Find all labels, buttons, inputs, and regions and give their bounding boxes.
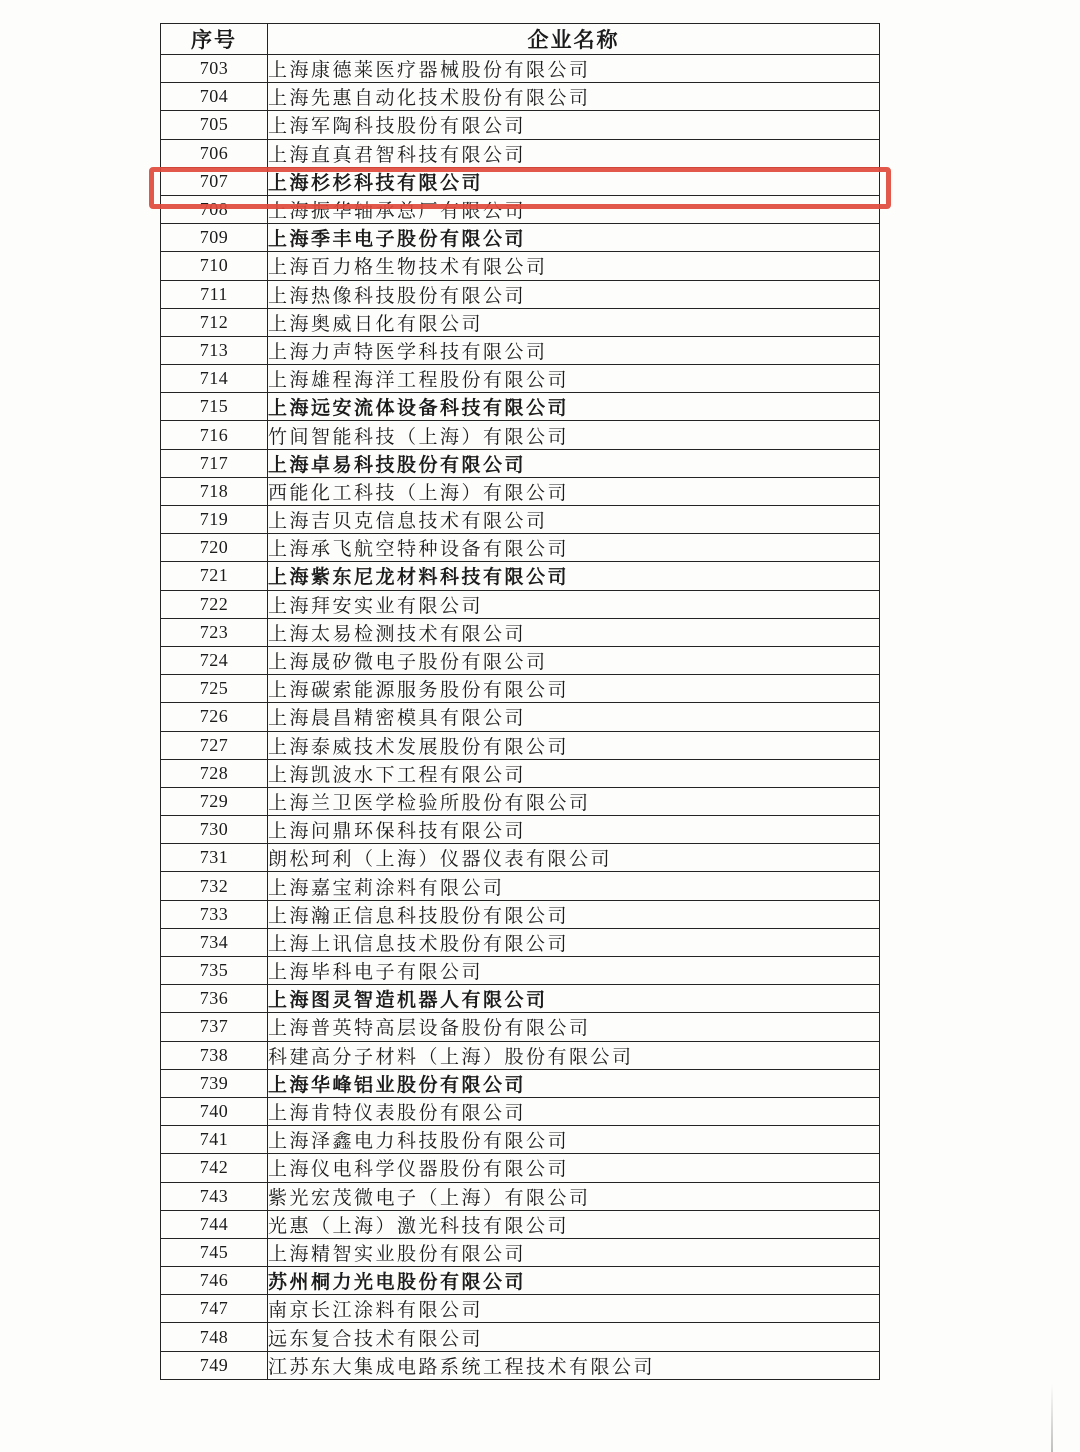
table-row	[161, 506, 880, 534]
serial-number-cell: 740	[161, 1097, 268, 1125]
company-name-cell: 上海上讯信息技术股份有限公司	[268, 928, 880, 956]
table-row	[161, 336, 880, 364]
table-row	[161, 957, 880, 985]
table-row	[161, 562, 880, 590]
table-row	[161, 590, 880, 618]
table-row	[161, 844, 880, 872]
table-row	[161, 646, 880, 674]
serial-number-cell: 724	[161, 646, 268, 674]
company-name-cell: 上海嘉宝莉涂料有限公司	[268, 872, 880, 900]
company-name-cell: 上海泽鑫电力科技股份有限公司	[268, 1126, 880, 1154]
serial-number-cell: 737	[161, 1013, 268, 1041]
serial-number-cell: 746	[161, 1267, 268, 1295]
table-header	[161, 24, 880, 55]
table-row	[161, 1154, 880, 1182]
company-name-cell: 科建高分子材料（上海）股份有限公司	[268, 1041, 880, 1069]
serial-number-cell: 721	[161, 562, 268, 590]
company-name-cell: 上海晨昌精密模具有限公司	[268, 703, 880, 731]
serial-number-cell: 709	[161, 224, 268, 252]
company-name-cell: 上海吉贝克信息技术有限公司	[268, 506, 880, 534]
table-row	[161, 731, 880, 759]
company-name-cell: 上海兰卫医学检验所股份有限公司	[268, 787, 880, 815]
company-name-cell: 上海康德莱医疗器械股份有限公司	[268, 55, 880, 83]
company-name-cell: 南京长江涂料有限公司	[268, 1295, 880, 1323]
serial-number-cell: 714	[161, 365, 268, 393]
company-name-cell: 上海卓易科技股份有限公司	[268, 449, 880, 477]
serial-number-cell: 711	[161, 280, 268, 308]
table-row	[161, 83, 880, 111]
table-row	[161, 280, 880, 308]
serial-number-cell: 734	[161, 928, 268, 956]
serial-number-cell: 723	[161, 618, 268, 646]
table-row	[161, 1351, 880, 1379]
serial-number-cell: 725	[161, 675, 268, 703]
table-row	[161, 1013, 880, 1041]
header-serial-number: 序号	[161, 24, 268, 55]
serial-number-cell: 713	[161, 336, 268, 364]
serial-number-cell: 707	[161, 167, 268, 195]
serial-number-cell: 708	[161, 195, 268, 223]
serial-number-cell: 726	[161, 703, 268, 731]
company-name-cell: 上海碳索能源服务股份有限公司	[268, 675, 880, 703]
company-name-cell: 上海泰威技术发展股份有限公司	[268, 731, 880, 759]
company-table	[160, 23, 880, 1380]
company-name-cell: 上海晟矽微电子股份有限公司	[268, 646, 880, 674]
company-name-cell: 西能化工科技（上海）有限公司	[268, 477, 880, 505]
table-row	[161, 816, 880, 844]
company-name-cell: 上海仪电科学仪器股份有限公司	[268, 1154, 880, 1182]
serial-number-cell: 743	[161, 1182, 268, 1210]
table-row	[161, 534, 880, 562]
serial-number-cell: 710	[161, 252, 268, 280]
table-row	[161, 167, 880, 195]
table-row	[161, 477, 880, 505]
serial-number-cell: 733	[161, 900, 268, 928]
serial-number-cell: 741	[161, 1126, 268, 1154]
company-name-cell: 上海奥威日化有限公司	[268, 308, 880, 336]
table-row	[161, 703, 880, 731]
table-row	[161, 224, 880, 252]
serial-number-cell: 745	[161, 1238, 268, 1266]
company-name-cell: 上海华峰铝业股份有限公司	[268, 1069, 880, 1097]
company-name-cell: 紫光宏茂微电子（上海）有限公司	[268, 1182, 880, 1210]
company-name-cell: 远东复合技术有限公司	[268, 1323, 880, 1351]
scan-artifact-line	[1051, 1384, 1053, 1452]
serial-number-cell: 717	[161, 449, 268, 477]
serial-number-cell: 738	[161, 1041, 268, 1069]
table-row	[161, 872, 880, 900]
serial-number-cell: 705	[161, 111, 268, 139]
table-row	[161, 1323, 880, 1351]
serial-number-cell: 739	[161, 1069, 268, 1097]
serial-number-cell: 747	[161, 1295, 268, 1323]
serial-number-cell: 720	[161, 534, 268, 562]
serial-number-cell: 730	[161, 816, 268, 844]
table-row	[161, 1267, 880, 1295]
company-name-cell: 江苏东大集成电路系统工程技术有限公司	[268, 1351, 880, 1379]
company-name-cell: 上海百力格生物技术有限公司	[268, 252, 880, 280]
company-name-cell: 上海承飞航空特种设备有限公司	[268, 534, 880, 562]
company-name-cell: 上海紫东尼龙材料科技有限公司	[268, 562, 880, 590]
serial-number-cell: 729	[161, 787, 268, 815]
table-row	[161, 928, 880, 956]
table-row	[161, 421, 880, 449]
serial-number-cell: 718	[161, 477, 268, 505]
company-name-cell: 上海力声特医学科技有限公司	[268, 336, 880, 364]
serial-number-cell: 719	[161, 506, 268, 534]
company-name-cell: 上海问鼎环保科技有限公司	[268, 816, 880, 844]
serial-number-cell: 715	[161, 393, 268, 421]
header-row	[161, 24, 880, 55]
serial-number-cell: 712	[161, 308, 268, 336]
table-row	[161, 1210, 880, 1238]
table-row	[161, 1126, 880, 1154]
table-row	[161, 1069, 880, 1097]
table-row	[161, 1238, 880, 1266]
serial-number-cell: 742	[161, 1154, 268, 1182]
table-row	[161, 393, 880, 421]
company-name-cell: 上海季丰电子股份有限公司	[268, 224, 880, 252]
company-name-cell: 上海拜安实业有限公司	[268, 590, 880, 618]
serial-number-cell: 727	[161, 731, 268, 759]
table-row	[161, 759, 880, 787]
table-row	[161, 308, 880, 336]
serial-number-cell: 749	[161, 1351, 268, 1379]
table-row	[161, 1097, 880, 1125]
table-row	[161, 1295, 880, 1323]
serial-number-cell: 735	[161, 957, 268, 985]
company-name-cell: 竹间智能科技（上海）有限公司	[268, 421, 880, 449]
company-name-cell: 上海先惠自动化技术股份有限公司	[268, 83, 880, 111]
table-row	[161, 55, 880, 83]
serial-number-cell: 728	[161, 759, 268, 787]
company-name-cell: 上海振华轴承总厂有限公司	[268, 195, 880, 223]
table-row	[161, 365, 880, 393]
company-name-cell: 上海毕科电子有限公司	[268, 957, 880, 985]
company-name-cell: 上海军陶科技股份有限公司	[268, 111, 880, 139]
table-row	[161, 449, 880, 477]
company-name-cell: 上海直真君智科技有限公司	[268, 139, 880, 167]
serial-number-cell: 703	[161, 55, 268, 83]
table-row	[161, 675, 880, 703]
table-row	[161, 985, 880, 1013]
table-row	[161, 195, 880, 223]
company-name-cell: 上海精智实业股份有限公司	[268, 1238, 880, 1266]
table-row	[161, 252, 880, 280]
company-name-cell: 上海瀚正信息科技股份有限公司	[268, 900, 880, 928]
company-name-cell: 上海普英特高层设备股份有限公司	[268, 1013, 880, 1041]
company-name-cell: 上海太易检测技术有限公司	[268, 618, 880, 646]
serial-number-cell: 744	[161, 1210, 268, 1238]
company-name-cell: 苏州桐力光电股份有限公司	[268, 1267, 880, 1295]
table-body	[161, 55, 880, 1380]
company-name-cell: 上海凯波水下工程有限公司	[268, 759, 880, 787]
company-name-cell: 上海杉杉科技有限公司	[268, 167, 880, 195]
serial-number-cell: 748	[161, 1323, 268, 1351]
company-name-cell: 上海雄程海洋工程股份有限公司	[268, 365, 880, 393]
serial-number-cell: 731	[161, 844, 268, 872]
serial-number-cell: 704	[161, 83, 268, 111]
serial-number-cell: 736	[161, 985, 268, 1013]
table-row	[161, 1041, 880, 1069]
serial-number-cell: 732	[161, 872, 268, 900]
table-row	[161, 618, 880, 646]
serial-number-cell: 706	[161, 139, 268, 167]
table-row	[161, 1182, 880, 1210]
company-name-cell: 光惠（上海）激光科技有限公司	[268, 1210, 880, 1238]
header-company-name: 企业名称	[268, 24, 880, 55]
serial-number-cell: 722	[161, 590, 268, 618]
table-row	[161, 787, 880, 815]
company-name-cell: 上海肯特仪表股份有限公司	[268, 1097, 880, 1125]
company-name-cell: 上海远安流体设备科技有限公司	[268, 393, 880, 421]
company-name-cell: 上海热像科技股份有限公司	[268, 280, 880, 308]
serial-number-cell: 716	[161, 421, 268, 449]
company-name-cell: 上海图灵智造机器人有限公司	[268, 985, 880, 1013]
table-row	[161, 139, 880, 167]
table-row	[161, 900, 880, 928]
table-row	[161, 111, 880, 139]
company-name-cell: 朗松珂利（上海）仪器仪表有限公司	[268, 844, 880, 872]
